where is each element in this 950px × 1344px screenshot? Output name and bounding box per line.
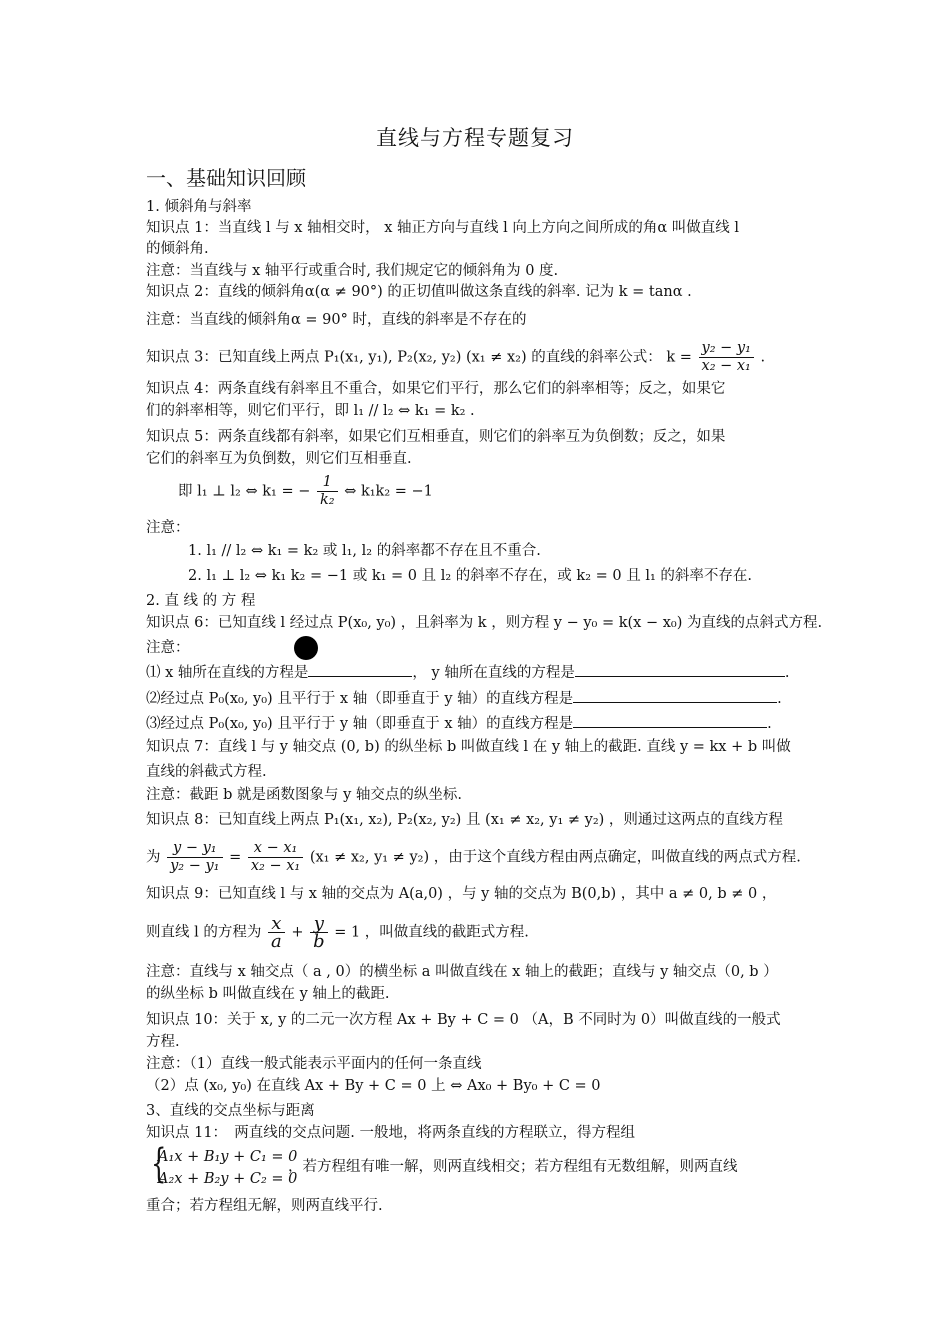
formula-text: 则直线 l 的方程为	[146, 924, 262, 941]
two-point-formula-line	[146, 840, 818, 875]
fraction-denominator: b	[313, 931, 325, 952]
blank-prompt: ， y 轴所在直线的方程是	[412, 665, 575, 681]
right-fraction	[248, 840, 303, 875]
slope-fraction	[699, 340, 754, 375]
paragraph-line: 知识点 11： 两直线的交点问题. 一般地，将两条直线的方程联立，得方程组	[146, 1125, 636, 1141]
answer-blank	[308, 661, 412, 677]
blank-prompt: .	[784, 665, 790, 681]
paragraph-line: ，若方程组有唯一解，则两直线相交；若方程组有无数组解，则两直线	[288, 1159, 738, 1175]
x-over-a-fraction	[268, 915, 285, 950]
blank-prompt: ⑴ x 轴所在直线的方程是	[146, 665, 309, 681]
fraction-numerator: y − y₁	[167, 840, 222, 858]
blank-prompt: .	[777, 691, 782, 707]
paragraph-line: 直线的斜截式方程.	[146, 764, 267, 780]
paragraph-line: 注意：截距 b 就是函数图象与 y 轴交点的纵坐标.	[146, 787, 463, 803]
paragraph-line: 2. l₁ ⊥ l₂ ⇔ k₁ k₂ = −1 或 k₁ = 0 且 l₂ 的斜率不存在，或 k₂ = 0 且 l₁ 的斜率不存在.	[188, 568, 752, 584]
formula-text: ⇔ k₁k₂ = −1	[344, 483, 433, 500]
perpendicular-formula-line	[178, 474, 850, 509]
black-dot-mark	[294, 636, 318, 660]
left-brace: {	[151, 1141, 167, 1187]
paragraph-line: 注意：直线与 x 轴交点（ a , 0）的横坐标 a 叫做直线在 x 轴上的截距；直线与 y 轴交点（0, b ）	[146, 964, 778, 980]
paragraph-line: 知识点 5：两条直线都有斜率，如果它们互相垂直，则它们的斜率互为负倒数；反之，如果	[146, 429, 726, 445]
fill-blank-line	[146, 712, 818, 734]
fraction-numerator: 1	[317, 474, 338, 492]
paragraph-line: 知识点 1：当直线 l 与 x 轴相交时， x 轴正方向与直线 l 向上方向之间所成的角α 叫做直线 l	[146, 220, 739, 236]
fraction-numerator: y	[310, 915, 328, 933]
paragraph-line: 知识点 4：两条直线有斜率且不重合，如果它们平行，那么它们的斜率相等；反之，如果它	[146, 381, 726, 397]
slope-formula-line	[146, 340, 818, 375]
reciprocal-fraction	[317, 474, 338, 509]
formula-text: = 1 ，叫做直线的截距式方程.	[334, 924, 529, 941]
answer-blank	[573, 712, 767, 728]
plus-sign: +	[291, 924, 304, 941]
formula-text: 即 l₁ ⊥ l₂ ⇔ k₁ = −	[178, 483, 311, 500]
paragraph-line: 它们的斜率互为负倒数，则它们互相垂直.	[146, 451, 412, 467]
paragraph-line: 注意：（1）直线一般式能表示平面内的任何一条直线	[146, 1056, 482, 1072]
paragraph-line: （2）点 (x₀, y₀) 在直线 Ax + By + C = 0 上 ⇔ Ax₀ + By₀ + C = 0	[146, 1078, 601, 1094]
paragraph-line: 知识点 6：已知直线 l 经过点 P(x₀, y₀) ，且斜率为 k ，则方程 y − y₀ = k(x − x₀) 为直线的点斜式方程.	[146, 615, 823, 631]
paragraph-line: 1. l₁ // l₂ ⇔ k₁ = k₂ 或 l₁, l₂ 的斜率都不存在且不重合.	[188, 543, 541, 559]
paragraph-line: 重合；若方程组无解，则两直线平行.	[146, 1198, 383, 1214]
answer-blank	[575, 661, 785, 677]
y-over-b-fraction	[310, 915, 328, 950]
paragraph-line: 注意：当直线与 x 轴平行或重合时, 我们规定它的倾斜角为 0 度.	[146, 263, 559, 279]
formula-text: .	[760, 349, 766, 366]
page-title: 直线与方程专题复习	[376, 126, 574, 150]
subsection-heading: 2. 直 线 的 方 程	[146, 593, 256, 609]
paragraph-line: 的纵坐标 b 叫做直线在 y 轴上的截距.	[146, 986, 390, 1002]
blank-prompt: ⑶经过点 P₀(x₀, y₀) 且平行于 y 轴（即垂直于 x 轴）的直线方程是	[146, 716, 574, 732]
paragraph-line: 方程.	[146, 1034, 180, 1050]
section-heading: 一、基础知识回顾	[146, 166, 306, 190]
fill-blank-line	[146, 661, 818, 683]
paragraph-line: 知识点 8：已知直线上两点 P₁(x₁, x₂), P₂(x₂, y₂) 且 (x₁ ≠ x₂, y₁ ≠ y₂) ，则通过这两点的直线方程	[146, 812, 783, 828]
system-equation-2: A₂x + B₂y + C₂ = 0	[158, 1171, 298, 1187]
fraction-denominator: x₂ − x₁	[250, 858, 301, 874]
left-fraction	[167, 840, 222, 875]
subsection-heading: 1. 倾斜角与斜率	[146, 199, 252, 215]
note-label: 注意：	[146, 640, 190, 656]
answer-blank	[573, 687, 777, 703]
fill-blank-line	[146, 687, 818, 709]
paragraph-line: 们的斜率相等，则它们平行，即 l₁ // l₂ ⇔ k₁ = k₂ .	[146, 403, 475, 419]
fraction-denominator: y₂ − y₁	[170, 858, 220, 874]
paragraph-line: 知识点 9：已知直线 l 与 x 轴的交点为 A(a,0) ，与 y 轴的交点为 B(0,b) ，其中 a ≠ 0, b ≠ 0 ，	[146, 886, 777, 902]
blank-prompt: .	[767, 716, 772, 732]
fraction-denominator: a	[270, 931, 282, 952]
fraction-numerator: x − x₁	[248, 840, 303, 858]
fraction-numerator: x	[268, 915, 285, 933]
paragraph-line: 知识点 10：关于 x, y 的二元一次方程 Ax + By + C = 0 （A，B 不同时为 0）叫做直线的一般式	[146, 1012, 781, 1028]
paragraph-line: 知识点 2：直线的倾斜角α(α ≠ 90°) 的正切值叫做这条直线的斜率. 记为 k = tanα .	[146, 284, 692, 300]
note-label: 注意：	[146, 520, 190, 536]
fraction-denominator: x₂ − x₁	[701, 358, 751, 374]
blank-prompt: ⑵经过点 P₀(x₀, y₀) 且平行于 x 轴（即垂直于 y 轴）的直线方程是	[146, 691, 574, 707]
paragraph-line: 知识点 7：直线 l 与 y 轴交点 (0, b) 的纵坐标 b 叫做直线 l 在 y 轴上的截距. 直线 y = kx + b 叫做	[146, 739, 791, 755]
formula-text: 知识点 3：已知直线上两点 P₁(x₁, y₁), P₂(x₂, y₂) (x₁ ≠ x₂) 的直线的斜率公式： k =	[146, 349, 692, 366]
paragraph-line: 注意：当直线的倾斜角α = 90° 时，直线的斜率是不存在的	[146, 312, 527, 328]
fraction-numerator: y₂ − y₁	[699, 340, 754, 358]
system-equation-1: A₁x + B₁y + C₁ = 0	[158, 1149, 298, 1165]
paragraph-line: 的倾斜角.	[146, 241, 209, 257]
formula-text: 为	[146, 849, 161, 866]
formula-text: (x₁ ≠ x₂, y₁ ≠ y₂) ，由于这个直线方程由两点确定，叫做直线的两点式方程.	[309, 849, 801, 866]
subsection-heading: 3、直线的交点坐标与距离	[146, 1103, 315, 1119]
intercept-formula-line	[146, 915, 818, 950]
fraction-denominator: k₂	[319, 492, 335, 508]
equals-sign: =	[229, 849, 242, 866]
